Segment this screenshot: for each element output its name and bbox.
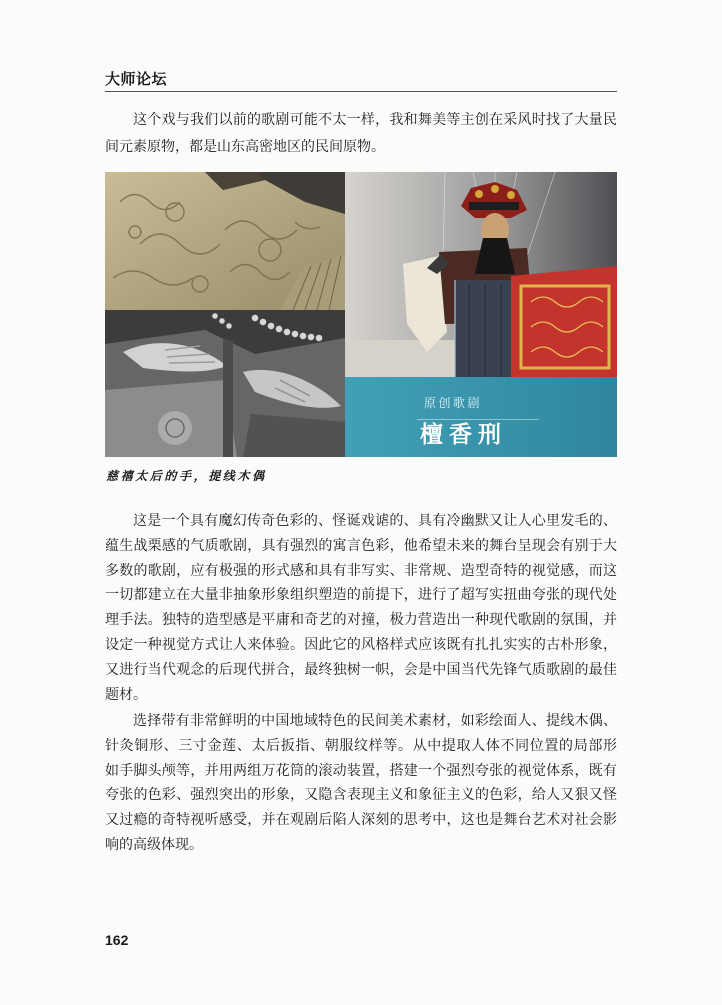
paragraph-2-line-6: 设定一种视觉方式让人来体验。因此它的风格样式应该既有扎扎实实的古朴形象， [105, 636, 617, 653]
paragraph-3-line-4: 夸张的色彩、强烈突出的形象，又隐含表现主义和象征主义的色彩，给人又狠又怪 [105, 787, 617, 804]
banner-title: 檀香刑 [420, 422, 507, 448]
paragraph-2-line-7: 又进行当代观念的后现代拼合，最终独树一帜，会是中国当代先锋气质歌剧的最佳 [105, 661, 617, 678]
paragraph-2-line-4: 一切都建立在大量非抽象形象组织塑造的前提下，进行了超写实扭曲夸张的现代处 [105, 587, 617, 604]
paragraph-2-line-2: 蕴生战栗感的气质歌剧，具有强烈的寓言色彩，他希望未来的舞台呈现会有别于大 [105, 537, 617, 554]
section-title: 大师论坛 [105, 70, 168, 88]
paragraph-3-line-2: 针灸铜形、三寸金莲、太后扳指、朝服纹样等。从中提取人体不同位置的局部形 [105, 737, 617, 754]
page-number: 162 [105, 932, 129, 948]
banner-divider [417, 419, 539, 420]
paragraph-1-line-2: 间元素原物，都是山东高密地区的民间原物。 [105, 139, 385, 155]
paragraph-3 [105, 709, 617, 858]
header-rule [105, 91, 617, 92]
paragraph-2-line-3: 多数的歌剧，应有极强的形式感和具有非写实、非常规、造型奇特的视觉感，而这 [105, 562, 617, 579]
paragraph-1 [105, 107, 617, 161]
figure-caption: 慈禧太后的手，提线木偶 [106, 469, 267, 483]
robe-photo [105, 172, 345, 310]
paragraph-3-line-3: 如手脚头颅等，并用两组万花筒的滚动装置，搭建一个强烈夸张的视觉体系，既有 [105, 762, 617, 779]
hands-photo [105, 310, 345, 457]
paragraph-1-line-1: 这个戏与我们以前的歌剧可能不太一样，我和舞美等主创在采风时找了大量民 [133, 112, 617, 128]
banner-subtitle: 原创歌剧 [424, 396, 483, 410]
puppet-photo [345, 172, 617, 457]
paragraph-3-line-5: 又过瘾的奇特视听感受，并在观剧后陷人深刻的思考中，这也是舞台艺术对社会影 [105, 812, 617, 829]
paragraph-3-line-1: 选择带有非常鲜明的中国地域特色的民间美术素材，如彩绘面人、提线木偶、 [133, 713, 617, 729]
paragraph-2-line-8: 题材。 [105, 686, 147, 703]
photo-collage [105, 172, 617, 457]
paragraph-2 [105, 509, 617, 707]
paragraph-2-line-1: 这是一个具有魔幻传奇色彩的、怪诞戏谑的、具有冷幽默又让人心里发毛的、 [133, 513, 617, 529]
paragraph-3-line-6: 响的高级体现。 [105, 836, 203, 853]
paragraph-2-line-5: 理手法。独特的造型感是平庸和奇艺的对撞，极力营造出一种现代歌剧的氛围，并 [105, 612, 617, 629]
